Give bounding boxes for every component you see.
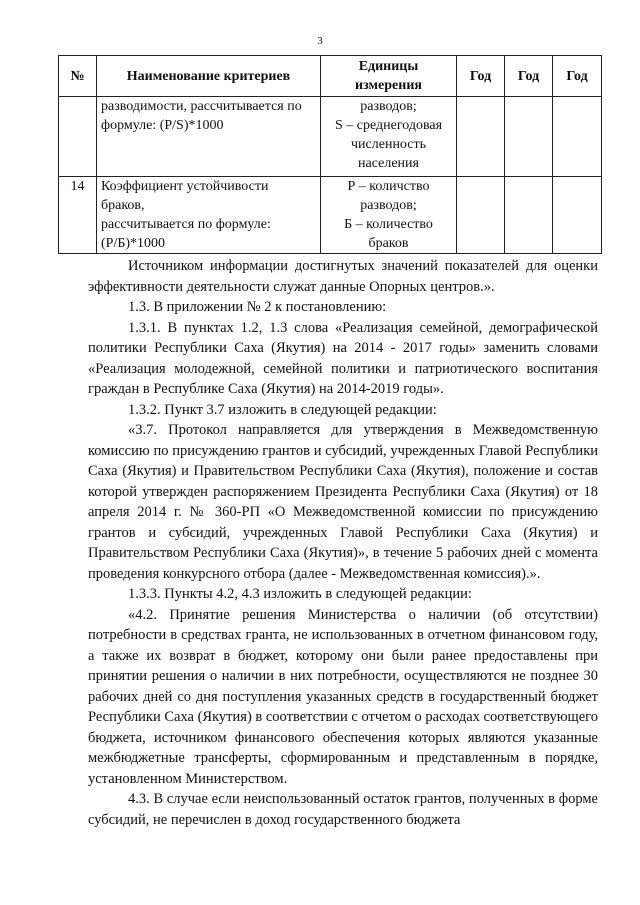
unit-line: Б – количество (344, 217, 433, 232)
row-units (321, 177, 457, 254)
row-year-2 (505, 97, 553, 177)
name-line: рассчитывается по формуле: (101, 217, 271, 232)
row-number (59, 97, 97, 177)
paragraph-3-7: «3.7. Протокол направляется для утверждения в Межведомственную комиссию по присуждению грантов и субсидий, учрежденных Главой Республики Саха (Якутия) и Правительством Республики Саха (Якутия), положение и состав которой утвержден распоряжением Президента Республики Саха (Якутия) от 18 апреля 2014 г. № 360-РП «О Межведомственной комиссии по присуждению грантов и субсидий, учрежденных Главой Республики Саха (Якутия) и Правительством Республики Саха (Якутия)», в течение 5 рабочих дней с момента проведения конкурсного отбора (далее - Межведомственная комиссия).». (88, 422, 598, 582)
name-line: браков, (101, 198, 145, 213)
header-year-2: Год (505, 56, 553, 97)
paragraph-1-3-3: 1.3.3. Пункты 4.2, 4.3 изложить в следующей редакции: (128, 586, 472, 602)
document-body (88, 256, 598, 830)
name-line: Коэффициент устойчивости (101, 179, 269, 194)
paragraph-source-info: Источником информации достигнутых значений показателей для оценки эффективности деятельности служат данные Опорных центров.». (88, 258, 598, 295)
unit-line: Р – количство (347, 179, 430, 194)
header-year-3: Год (553, 56, 602, 97)
table-row (59, 97, 602, 177)
unit-line: разводов; (360, 198, 417, 213)
paragraph-4-2: «4.2. Принятие решения Министерства о наличии (об отсутствии) потребности в средствах гранта, не использованных в отчетном финансовом году, а также их возврат в бюджет, которому они были ранее предоставлены при принятии решения о наличии в них потребности, осуществляются не позднее 30 рабочих дней со дня поступления указанных средств в государственный бюджет Республики Саха (Якутия) в соответствии с отчетом о расходах соответствующего бюджета, источником финансового обеспечения которых являются указанные межбюджетные трансферты, сформированным и представленным в порядке, установленном Министерством. (88, 606, 598, 787)
header-units: Единицы измерения (321, 56, 457, 97)
table-header-row (59, 56, 602, 97)
row-year-3 (553, 177, 602, 254)
row-year-3 (553, 97, 602, 177)
name-line: формуле: (P/S)*1000 (101, 118, 224, 133)
name-line: (Р/Б)*1000 (101, 236, 166, 251)
unit-line: браков (368, 236, 409, 251)
table-row (59, 177, 602, 254)
row-criteria-name (97, 177, 321, 254)
row-units (321, 97, 457, 177)
row-criteria-name (97, 97, 321, 177)
page-number: 3 (317, 35, 323, 47)
paragraph-4-3: 4.3. В случае если неиспользованный остаток грантов, полученных в форме субсидий, не перечислен в доход государственного бюджета (88, 791, 598, 828)
unit-line: S – среднегодовая (334, 118, 443, 133)
name-line: разводимости, рассчитывается по (101, 99, 302, 114)
header-year-1: Год (457, 56, 505, 97)
row-number: 14 (59, 177, 97, 254)
unit-line: населения (358, 156, 419, 171)
paragraph-1-3: 1.3. В приложении № 2 к постановлению: (128, 299, 387, 315)
header-number: № (59, 56, 97, 97)
unit-line: численность (351, 137, 426, 152)
criteria-table (58, 55, 602, 254)
paragraph-1-3-2: 1.3.2. Пункт 3.7 изложить в следующей редакции: (128, 401, 437, 418)
row-year-1 (457, 177, 505, 254)
row-year-1 (457, 97, 505, 177)
unit-line: разводов; (360, 99, 417, 114)
row-year-2 (505, 177, 553, 254)
header-criteria-name: Наименование критериев (97, 56, 321, 97)
paragraph-1-3-1: 1.3.1. В пунктах 1.2, 1.3 слова «Реализация семейной, демографической политики Республики Саха (Якутия) на 2014 - 2017 годы» заменить словами «Реализация молодежной, семейной политики и патриотического воспитания граждан в Республике Саха (Якутия) на 2014-2019 годы». (88, 319, 598, 397)
